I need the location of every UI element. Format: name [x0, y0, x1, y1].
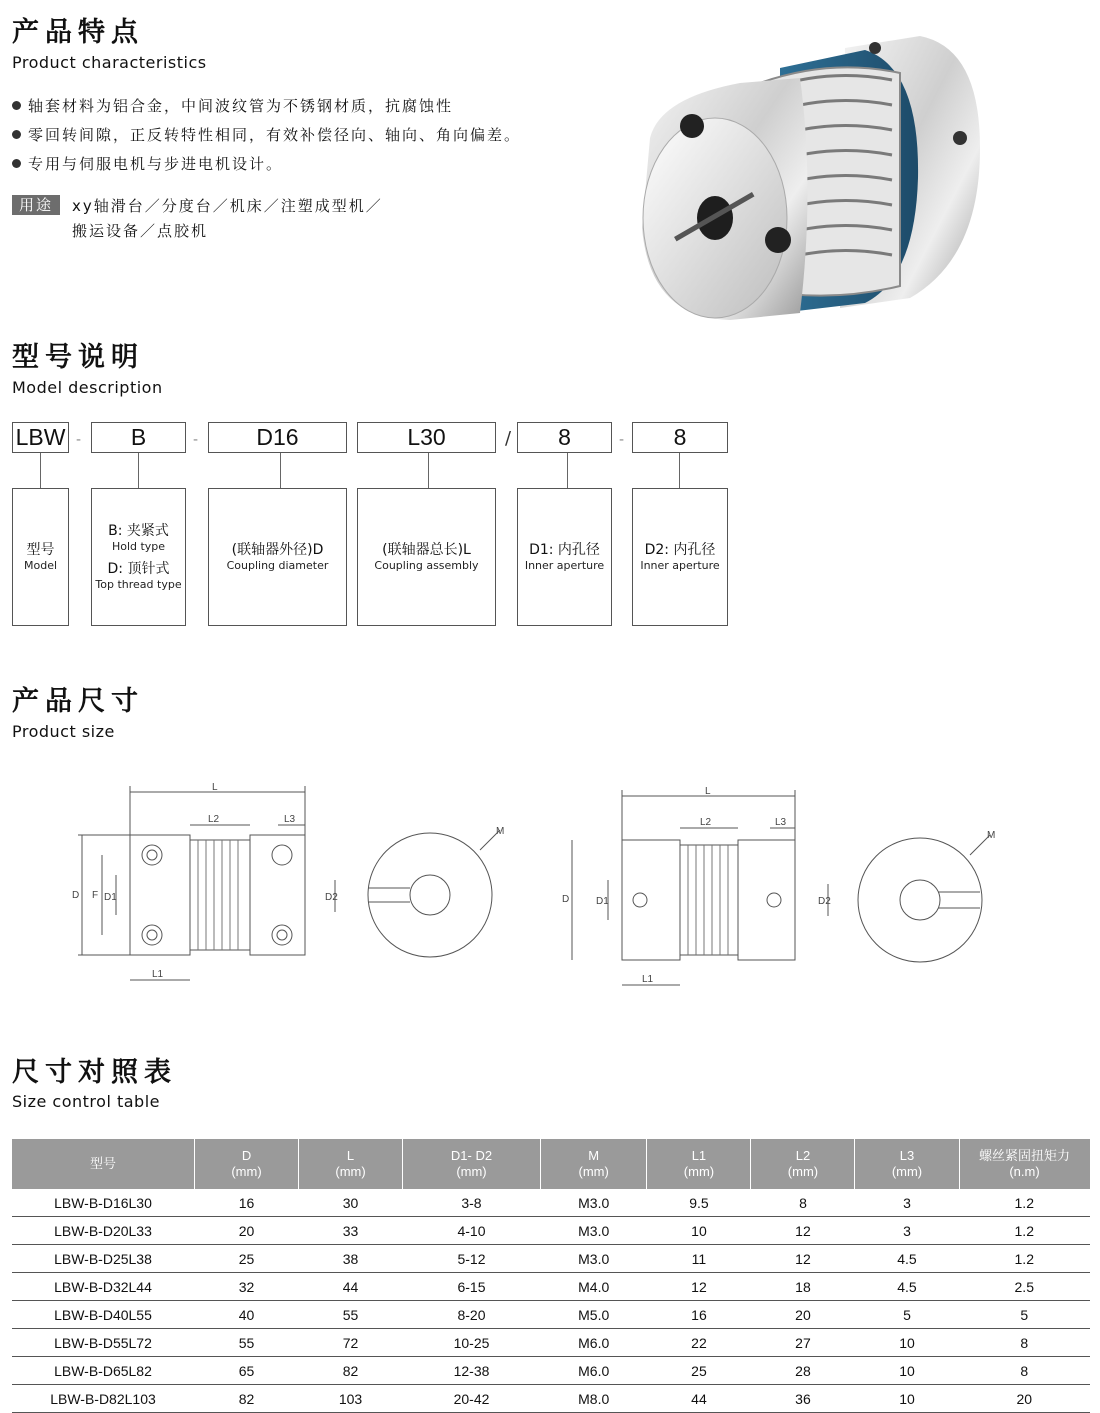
model-code-d2: 8 [632, 422, 728, 453]
dim-label-D: D [72, 890, 80, 901]
bullet-dot-icon [12, 159, 21, 168]
table-cell: 12 [751, 1217, 855, 1245]
model-code-separator: / [505, 428, 512, 449]
table-header-row [12, 1139, 1090, 1189]
header-torque: 螺丝紧固扭矩力 (n.m) [959, 1139, 1090, 1189]
dim-label-F: F [92, 890, 99, 901]
table-title-cn: 尺寸对照表 [12, 1057, 177, 1088]
table-row [12, 1217, 1090, 1245]
dim-label-D2: D2 [818, 896, 831, 907]
table-cell: 44 [647, 1385, 751, 1413]
table-cell: M3.0 [540, 1189, 647, 1217]
dim-label-M: M [496, 826, 505, 837]
table-cell: M3.0 [540, 1217, 647, 1245]
table-cell: LBW-B-D20L33 [12, 1217, 195, 1245]
table-cell: 10-25 [403, 1329, 541, 1357]
model-desc-length: (联轴器总长)L Coupling assembly [357, 488, 496, 626]
table-cell: M6.0 [540, 1357, 647, 1385]
dim-label-D: D [562, 894, 570, 905]
model-code-separator: - [619, 432, 625, 448]
table-cell: 10 [855, 1329, 959, 1357]
model-code-separator: - [76, 432, 82, 448]
table-cell: 40 [195, 1301, 299, 1329]
drawing-thread-type [560, 780, 1010, 990]
header-l3: L3 (mm) [855, 1139, 959, 1189]
table-cell: 8-20 [403, 1301, 541, 1329]
dim-label-D2: D2 [325, 892, 338, 903]
table-cell: 2.5 [959, 1273, 1090, 1301]
features-title-en: Product characteristics [12, 53, 207, 72]
size-title-cn: 产品尺寸 [12, 686, 144, 717]
table-cell: 8 [959, 1357, 1090, 1385]
table-cell: 32 [195, 1273, 299, 1301]
table-cell: 20 [195, 1217, 299, 1245]
table-cell: 33 [299, 1217, 403, 1245]
table-cell: 5-12 [403, 1245, 541, 1273]
dim-label-L2: L2 [208, 814, 220, 825]
table-cell: LBW-B-D65L82 [12, 1357, 195, 1385]
table-cell: 20-42 [403, 1385, 541, 1413]
table-cell: 8 [959, 1329, 1090, 1357]
table-cell: LBW-B-D32L44 [12, 1273, 195, 1301]
dim-label-L: L [212, 782, 218, 793]
table-cell: 65 [195, 1357, 299, 1385]
table-row [12, 1273, 1090, 1301]
model-code-series: LBW [12, 422, 69, 453]
table-cell: 4.5 [855, 1273, 959, 1301]
size-title-en: Product size [12, 722, 115, 741]
table-cell: 11 [647, 1245, 751, 1273]
table-cell: 10 [855, 1357, 959, 1385]
usage-label: 用途 [12, 194, 60, 215]
table-cell: LBW-B-D82L103 [12, 1385, 195, 1413]
table-cell: 1.2 [959, 1245, 1090, 1273]
feature-bullet-1: 轴套材料为铝合金，中间波纹管为不锈钢材质，抗腐蚀性 [12, 95, 453, 116]
dim-label-D1: D1 [104, 892, 117, 903]
table-cell: 25 [195, 1245, 299, 1273]
usage-line-2: 搬运设备／点胶机 [72, 222, 209, 240]
table-cell: M3.0 [540, 1245, 647, 1273]
table-cell: 20 [751, 1301, 855, 1329]
dim-label-M: M [987, 830, 996, 841]
feature-bullet-3: 专用与伺服电机与步进电机设计。 [12, 153, 283, 174]
table-cell: 22 [647, 1329, 751, 1357]
table-cell: 30 [299, 1189, 403, 1217]
table-cell: 55 [299, 1301, 403, 1329]
table-cell: 16 [647, 1301, 751, 1329]
table-cell: 10 [647, 1217, 751, 1245]
model-desc-series: 型号 Model [12, 488, 69, 626]
model-desc-d2: D2: 内孔径 Inner aperture [632, 488, 728, 626]
table-row [12, 1357, 1090, 1385]
table-cell: 20 [959, 1385, 1090, 1413]
table-cell: LBW-B-D40L55 [12, 1301, 195, 1329]
header-model: 型号 [12, 1139, 195, 1189]
connector-line [567, 453, 568, 488]
dim-label-L2: L2 [700, 817, 712, 828]
table-row [12, 1385, 1090, 1413]
table-cell: 44 [299, 1273, 403, 1301]
bullet-dot-icon [12, 101, 21, 110]
table-cell: 27 [751, 1329, 855, 1357]
features-title-cn: 产品特点 [12, 17, 144, 48]
table-cell: 5 [855, 1301, 959, 1329]
table-cell: 8 [751, 1189, 855, 1217]
model-title-cn: 型号说明 [12, 342, 144, 373]
table-cell: 9.5 [647, 1189, 751, 1217]
dim-label-D1: D1 [596, 896, 609, 907]
table-cell: 12-38 [403, 1357, 541, 1385]
feature-bullet-2: 零回转间隙，正反转特性相同，有效补偿径向、轴向、角向偏差。 [12, 124, 521, 145]
dim-label-L: L [705, 786, 711, 797]
model-code-diameter: D16 [208, 422, 347, 453]
model-code-d1: 8 [517, 422, 612, 453]
table-cell: 1.2 [959, 1217, 1090, 1245]
table-cell: 36 [751, 1385, 855, 1413]
table-cell: LBW-B-D55L72 [12, 1329, 195, 1357]
table-cell: 12 [647, 1273, 751, 1301]
connector-line [138, 453, 139, 488]
table-cell: 82 [195, 1385, 299, 1413]
table-row [12, 1189, 1090, 1217]
table-cell: 72 [299, 1329, 403, 1357]
table-cell: LBW-B-D25L38 [12, 1245, 195, 1273]
connector-line [679, 453, 680, 488]
coupling-product-photo [630, 28, 1000, 323]
header-l1: L1 (mm) [647, 1139, 751, 1189]
model-desc-d1: D1: 内孔径 Inner aperture [517, 488, 612, 626]
table-cell: 10 [855, 1385, 959, 1413]
model-desc-type: B: 夹紧式 Hold type D: 顶针式 Top thread type [91, 488, 186, 626]
dim-label-L1: L1 [152, 969, 164, 980]
connector-line [280, 453, 281, 488]
table-cell: 25 [647, 1357, 751, 1385]
table-cell: 6-15 [403, 1273, 541, 1301]
dim-label-L3: L3 [284, 814, 296, 825]
model-title-en: Model description [12, 378, 163, 397]
header-d1-d2: D1- D2 (mm) [403, 1139, 541, 1189]
table-cell: 3 [855, 1217, 959, 1245]
table-cell: 4.5 [855, 1245, 959, 1273]
size-control-table [12, 1139, 1090, 1413]
table-cell: M6.0 [540, 1329, 647, 1357]
table-cell: M8.0 [540, 1385, 647, 1413]
bullet-dot-icon [12, 130, 21, 139]
table-cell: M5.0 [540, 1301, 647, 1329]
model-desc-diameter: (联轴器外径)D Coupling diameter [208, 488, 347, 626]
table-cell: 16 [195, 1189, 299, 1217]
header-l2: L2 (mm) [751, 1139, 855, 1189]
connector-line [428, 453, 429, 488]
connector-line [40, 453, 41, 488]
header-l: L (mm) [299, 1139, 403, 1189]
usage-line-1: xy轴滑台／分度台／机床／注塑成型机／ [72, 197, 383, 215]
table-cell: 55 [195, 1329, 299, 1357]
table-cell: 18 [751, 1273, 855, 1301]
table-cell: LBW-B-D16L30 [12, 1189, 195, 1217]
model-code-separator: - [193, 432, 199, 448]
table-row [12, 1329, 1090, 1357]
table-row [12, 1301, 1090, 1329]
table-cell: 38 [299, 1245, 403, 1273]
table-cell: 3-8 [403, 1189, 541, 1217]
table-cell: 4-10 [403, 1217, 541, 1245]
dim-label-L3: L3 [775, 817, 787, 828]
header-d: D (mm) [195, 1139, 299, 1189]
table-cell: 82 [299, 1357, 403, 1385]
table-cell: 3 [855, 1189, 959, 1217]
dim-label-L1: L1 [642, 974, 654, 985]
table-title-en: Size control table [12, 1092, 160, 1111]
model-code-length: L30 [357, 422, 496, 453]
table-cell: 1.2 [959, 1189, 1090, 1217]
table-row [12, 1245, 1090, 1273]
model-code-type: B [91, 422, 186, 453]
table-cell: 103 [299, 1385, 403, 1413]
table-cell: 28 [751, 1357, 855, 1385]
header-m: M (mm) [540, 1139, 647, 1189]
table-cell: 5 [959, 1301, 1090, 1329]
table-cell: M4.0 [540, 1273, 647, 1301]
table-cell: 12 [751, 1245, 855, 1273]
drawing-clamp-type [60, 780, 530, 990]
